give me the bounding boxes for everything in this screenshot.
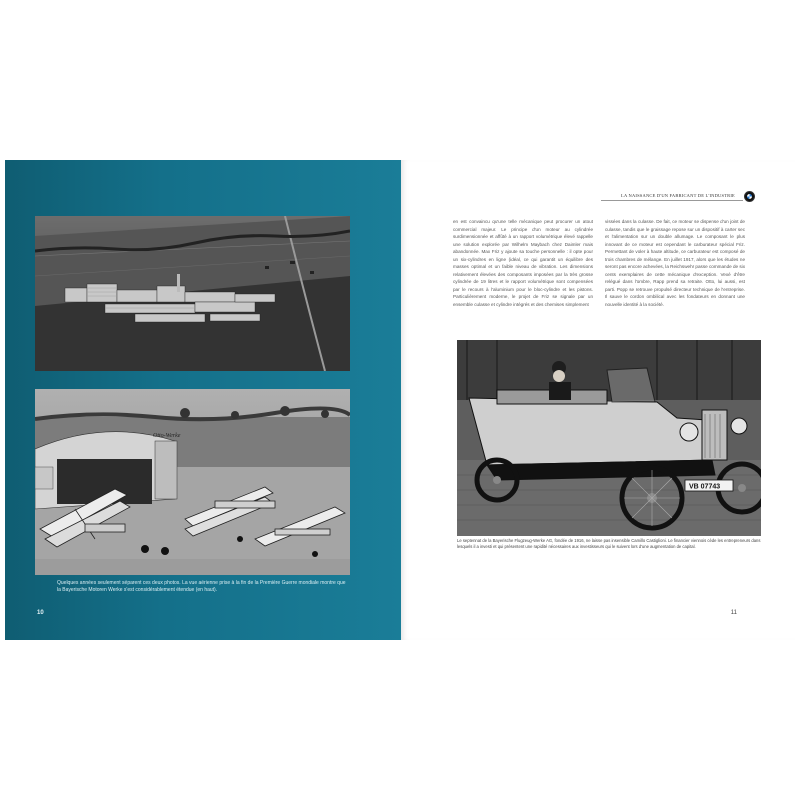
airfield-hangar-photo [35, 389, 350, 575]
license-plate-text: VB 07743 [689, 483, 721, 491]
hangar-sign-text: Otto-Werke [153, 433, 181, 439]
right-page [401, 160, 795, 640]
text-column-2: vissées dans la culasse. De fait, ce moteur se dispense d'un joint de culasse, tandis que le graissage repose sur un dispositif à carter sec et l'alimentation sur un double allumage. Le composant le plus innovant de ce moteur est cependant le carburateur spécial Friz. Permettant de voler à haute altitude, ce carburateur est composé de trois chambres de mélange. En juillet 1917, alors que les études ne seront pas encore achevées, la Reichswehr passe commande de six cents exemplaires de cette mécanique d'exception. Vexé d'être relégué dans l'ombre, Rapp prend sa retraite. Otto, lui aussi, est parti. Popp se retrouve propulsé directeur technique de l'entreprise. Il sauve le cordon ombilical avec les fondateurs en donnant une nouvelle identité à la société. [605, 219, 745, 307]
aerial-factory-photo [35, 216, 350, 371]
running-head-rule [601, 200, 743, 201]
right-page-caption: Le septennat de la Bayerische Flugzeug-Werke AG, fondée de 1916, ne laisse pas insensible Camillo Castiglioni. Le financier viennois cède les entrepreneurs dans lesquels il a investi et qui présentent une rapidité nécessaires aux investisseurs qui le suivent lors d'une augmentation de capital. [457, 538, 761, 549]
left-page-caption: Quelques années seulement séparent ces deux photos. La vue aérienne prise à la fin de la Première Guerre mondiale montre que la Bayerische Motoren Werke s'est considérablement étendue (en haut). [57, 580, 346, 593]
book-spread [5, 160, 795, 640]
bmw-roundel-icon [744, 191, 755, 202]
left-page [5, 160, 401, 640]
text-column-1: en est convaincu qu'une telle mécanique peut procurer un atout commercial majeur. Le principe d'un moteur au cylindrée surdimensionnée et affûté à un rapport volumétrique élevé rappelle une solution explorée par Wilhelm Maybach chez Daimler mais abandonnée. Max Friz y ajoute sa touche personnelle : il opte pour un six-cylindres en ligne (idéal, ce qui garantit un équilibre des masses optimal et un faible niveau de vibration. Les dimensions relativement élevées des composants imposées par la très grosse cylindrée de 19 litres et le rapport volumétrique sont compensées par le recours à l'aluminium pour le bloc-cylindre et les pistons. Particulièrement moderne, le projet de Friz se signale par un ensemble culasse et cylindre intégrés et des chemises simplement [453, 219, 593, 307]
page-number-left: 10 [37, 610, 44, 616]
vintage-car-photo [457, 340, 761, 536]
page-number-right: 11 [730, 610, 737, 616]
running-head: LA NAISSANCE D'UN FABRICANT DE L'INDUSTRIE [621, 193, 735, 198]
